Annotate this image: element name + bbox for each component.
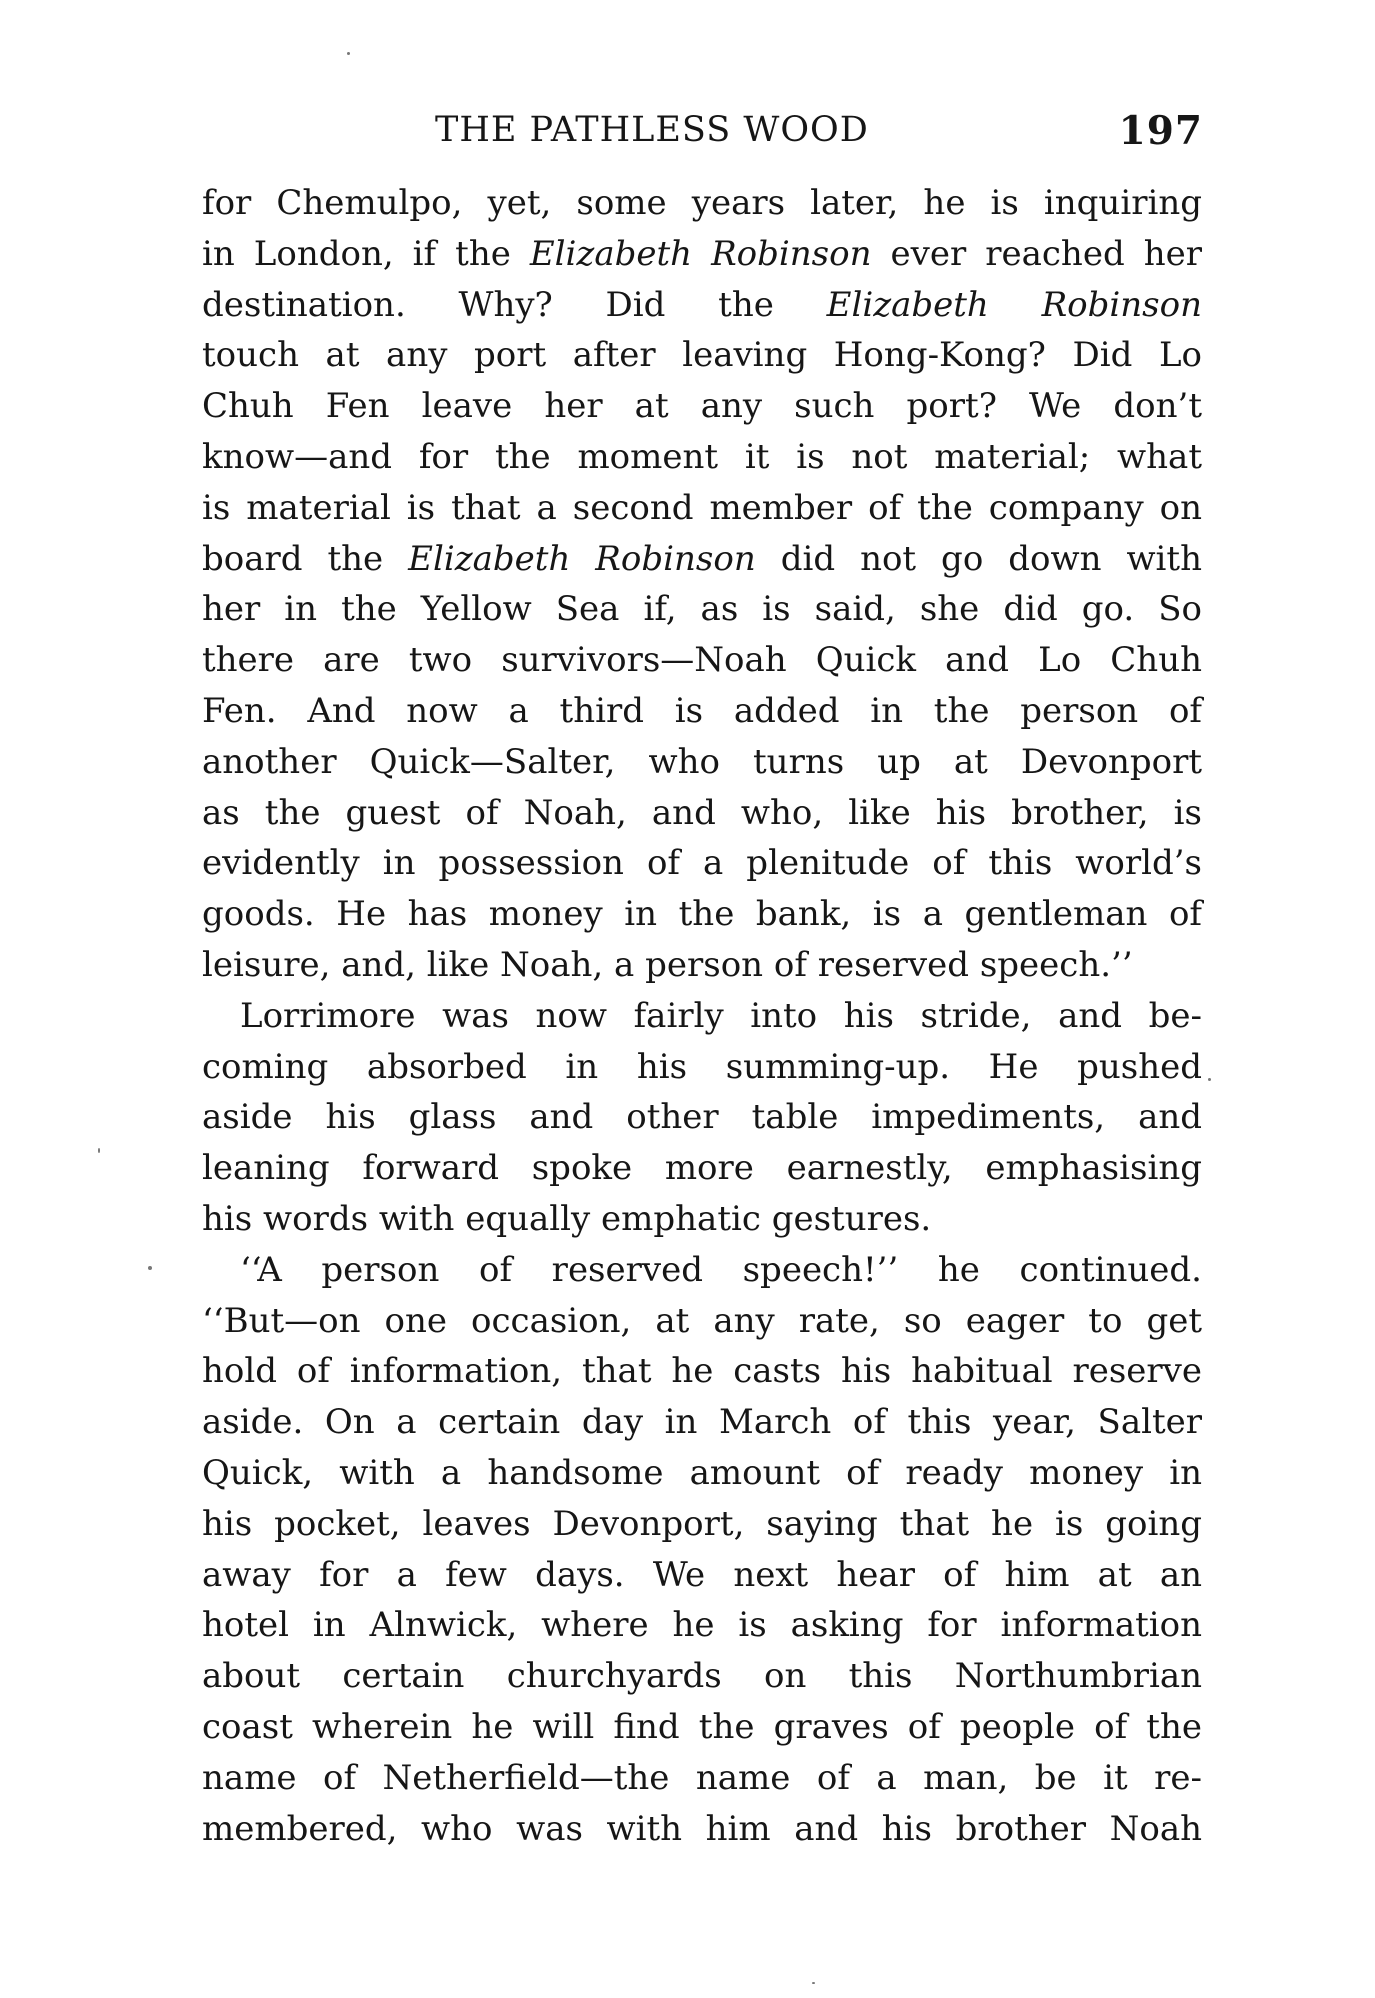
- text-line: board the Elizabeth Robinson did not go down with: [202, 538, 1202, 579]
- page-number: 197: [1118, 108, 1203, 154]
- text-line: evidently in possession of a plenitude of this world’s: [202, 843, 1202, 884]
- text-line: Quick, with a handsome amount of ready money in: [202, 1452, 1202, 1493]
- text-line: as the guest of Noah, and who, like his brother, is: [202, 792, 1202, 833]
- paper-speck: [812, 1982, 815, 1984]
- text-line: his words with equally emphatic gestures.: [202, 1198, 932, 1239]
- text-line: destination. Why? Did the Elizabeth Robinson: [202, 284, 1202, 325]
- text-line: hotel in Alnwick, where he is asking for information: [202, 1605, 1202, 1646]
- running-title: THE PATHLESS WOOD: [435, 110, 869, 150]
- text-line: aside his glass and other table impediments, and: [202, 1097, 1202, 1138]
- text-line: Lorrimore was now fairly into his stride, and be-: [240, 995, 1202, 1036]
- text-line: her in the Yellow Sea if, as is said, she did go. So: [202, 589, 1202, 630]
- body-text: [202, 178, 1202, 1854]
- text-line: there are two survivors—Noah Quick and Lo Chuh: [202, 640, 1202, 681]
- paper-speck: [1208, 1078, 1211, 1081]
- text-line: touch at any port after leaving Hong-Kong? Did Lo: [202, 335, 1202, 376]
- text-line: coming absorbed in his summing-up. He pushed: [202, 1046, 1202, 1087]
- text-line: name of Netherfield—the name of a man, be it re-: [202, 1757, 1202, 1798]
- text-line: goods. He has money in the bank, is a gentleman of: [202, 894, 1202, 935]
- text-line: about certain churchyards on this Northumbrian: [202, 1656, 1202, 1697]
- text-line: is material is that a second member of the company on: [202, 487, 1202, 528]
- text-line: away for a few days. We next hear of him at an: [202, 1554, 1202, 1595]
- italic-ship-name: Elizabeth Robinson: [529, 233, 872, 274]
- text-line: membered, who was with him and his brother Noah: [202, 1808, 1202, 1849]
- text-line: in London, if the Elizabeth Robinson ever reached her: [202, 233, 1202, 274]
- text-line: coast wherein he will find the graves of people of the: [202, 1706, 1202, 1747]
- italic-ship-name: Elizabeth Robinson: [408, 538, 756, 579]
- text-line: hold of information, that he casts his habitual reserve: [202, 1351, 1202, 1392]
- text-line: for Chemulpo, yet, some years later, he is inquiring: [202, 183, 1202, 223]
- italic-ship-name: Elizabeth Robinson: [826, 284, 1202, 325]
- text-line: aside. On a certain day in March of this year, Salter: [202, 1402, 1202, 1443]
- paper-speck: [148, 1266, 152, 1270]
- text-line: ‘‘A person of reserved speech!’’ he continued.: [240, 1249, 1202, 1290]
- text-line: leaning forward spoke more earnestly, emphasising: [202, 1148, 1202, 1189]
- running-head: [205, 104, 1203, 160]
- text-line: leisure, and, like Noah, a person of reserved speech.’’: [202, 944, 1133, 985]
- paper-speck: [98, 1148, 100, 1153]
- text-line: another Quick—Salter, who turns up at Devonport: [202, 741, 1202, 782]
- text-line: his pocket, leaves Devonport, saying that he is going: [202, 1503, 1202, 1544]
- text-line: Chuh Fen leave her at any such port? We don’t: [202, 386, 1202, 427]
- text-line: Fen. And now a third is added in the person of: [202, 690, 1202, 731]
- text-line: know—and for the moment it is not material; what: [202, 436, 1202, 477]
- text-line: ‘‘But—on one occasion, at any rate, so eager to get: [202, 1300, 1202, 1341]
- paper-speck: [347, 52, 350, 55]
